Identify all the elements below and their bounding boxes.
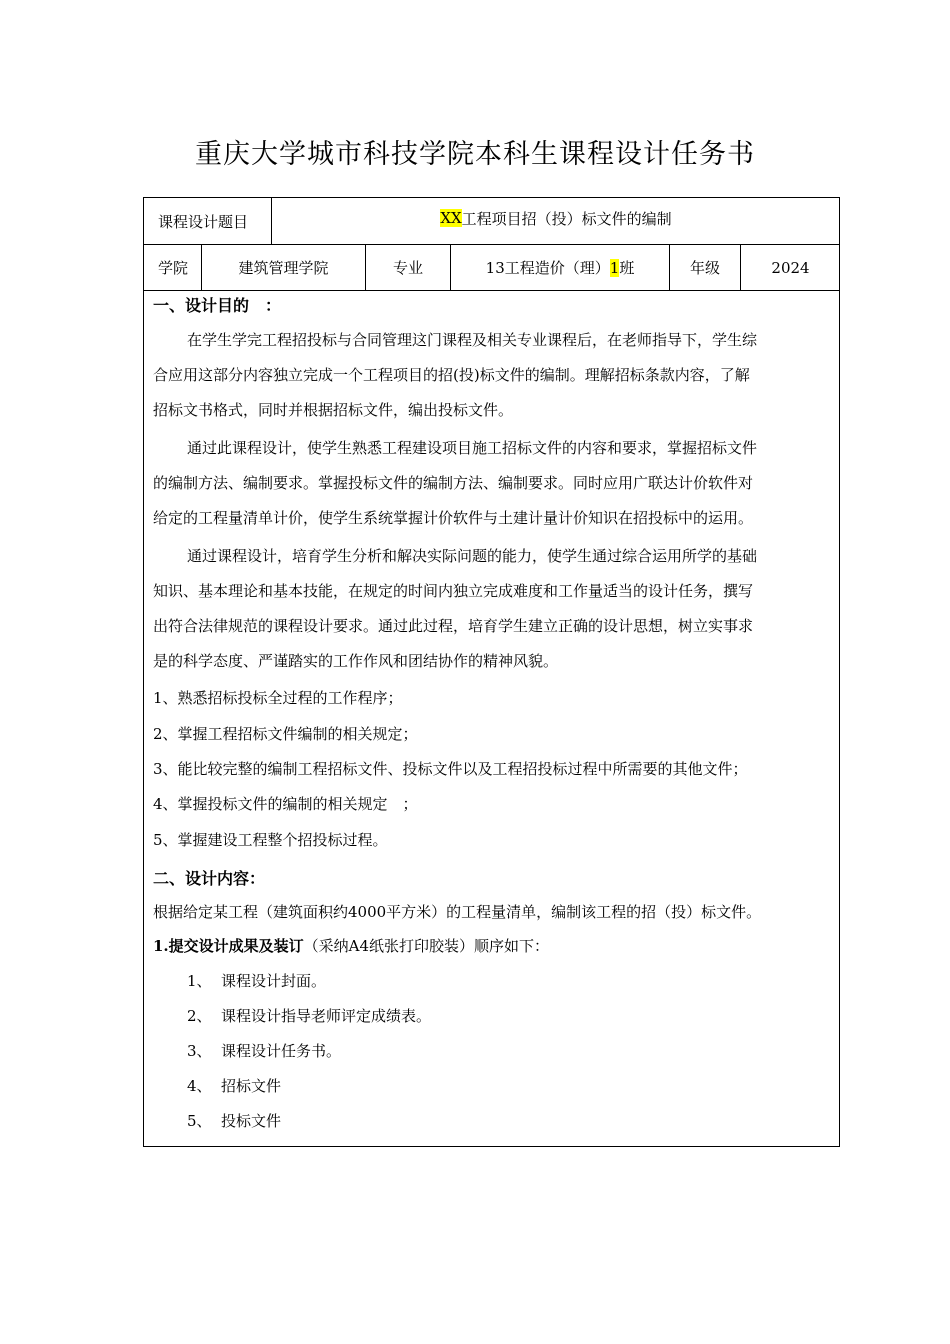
- paragraph-line: 的编制方法、编制要求。掌握投标文件的编制方法、编制要求。同时应用广联达计价软件对: [153, 474, 754, 492]
- college-label: 学院: [158, 259, 189, 277]
- topic-label: 课程设计题目: [158, 212, 249, 231]
- submission-item: [187, 1040, 341, 1061]
- submission-item: [187, 1075, 281, 1096]
- grade-label: 年级: [689, 259, 720, 277]
- item-text: 课程设计任务书。: [221, 1042, 342, 1060]
- item-number: 3、: [187, 1042, 212, 1060]
- major-label: 专业: [392, 259, 423, 277]
- topic-text: 工程项目招（投）标文件的编制: [461, 209, 672, 228]
- section2-heading: 二、设计内容：: [153, 869, 266, 888]
- paragraph-line: 通过课程设计，培育学生分析和解决实际问题的能力，使学生通过综合运用所学的基础: [187, 547, 758, 565]
- section2-intro: 根据给定某工程（建筑面积约4000平方米）的工程量清单，编制该工程的招（投）标文件。: [153, 903, 762, 921]
- paragraph-line: 合应用这部分内容独立完成一个工程项目的招(投)标文件的编制。理解招标条款内容，了解: [153, 366, 750, 384]
- paragraph-line: 招标文书格式，同时并根据招标文件，编出投标文件。: [153, 401, 514, 419]
- submission-note: （采纳A4纸张打印胶装）顺序如下：: [303, 937, 550, 955]
- item-text: 课程设计封面。: [221, 972, 327, 990]
- submission-item: [187, 1005, 431, 1026]
- paragraph-line: 出符合法律规范的课程设计要求。通过此过程，培育学生建立正确的设计思想，树立实事求: [153, 617, 754, 635]
- paragraph-line: 给定的工程量清单计价，使学生系统掌握计价软件与土建计量计价知识在招投标中的运用。: [153, 509, 754, 527]
- objective-item: 4、掌握投标文件的编制的相关规定 ；: [153, 795, 418, 813]
- major-value: [451, 245, 669, 290]
- class-number-highlight: 1: [609, 258, 620, 277]
- major-value-b: 班: [619, 259, 635, 277]
- objective-item: 1、熟悉招标投标全过程的工作程序；: [153, 689, 403, 707]
- item-number: 2、: [187, 1007, 212, 1025]
- info-row: [144, 245, 839, 291]
- objective-item: 2、掌握工程招标文件编制的相关规定；: [153, 725, 418, 743]
- document-title: 重庆大学城市科技学院本科生课程设计任务书: [195, 139, 755, 170]
- item-text: 课程设计指导老师评定成绩表。: [221, 1007, 432, 1025]
- grade-value: 2024: [771, 258, 810, 277]
- item-text: 招标文件: [221, 1077, 282, 1095]
- topic-row: [144, 198, 839, 245]
- item-number: 1、: [187, 972, 212, 990]
- paragraph-line: 是的科学态度、严谨踏实的工作作风和团结协作的精神风貌。: [153, 652, 559, 670]
- topic-placeholder-highlight: XX: [440, 209, 462, 227]
- item-text: 投标文件: [221, 1112, 282, 1130]
- section1-heading: 一、设计目的 ：: [153, 296, 282, 315]
- paragraph-line: 在学生学完工程招投标与合同管理这门课程及相关专业课程后，在老师指导下，学生综: [187, 331, 758, 349]
- objective-item: 5、掌握建设工程整个招投标过程。: [153, 831, 388, 849]
- task-table: [143, 197, 840, 1147]
- paragraph-line: 通过此课程设计，使学生熟悉工程建设项目施工招标文件的内容和要求，掌握招标文件: [187, 439, 758, 457]
- submission-heading: 1.提交设计成果及装订: [153, 937, 304, 955]
- item-number: 5、: [187, 1112, 212, 1130]
- submission-item: [187, 1110, 281, 1131]
- submission-line: [153, 935, 549, 956]
- submission-item: [187, 970, 326, 991]
- objective-item: 3、能比较完整的编制工程招标文件、投标文件以及工程招投标过程中所需要的其他文件；: [153, 760, 748, 778]
- paragraph-line: 知识、基本理论和基本技能，在规定的时间内独立完成难度和工作量适当的设计任务，撰写: [153, 582, 754, 600]
- college-value: 建筑管理学院: [238, 259, 329, 277]
- topic-value: [272, 195, 840, 241]
- major-value-a: 13工程造价（理）: [485, 259, 610, 277]
- item-number: 4、: [187, 1077, 212, 1095]
